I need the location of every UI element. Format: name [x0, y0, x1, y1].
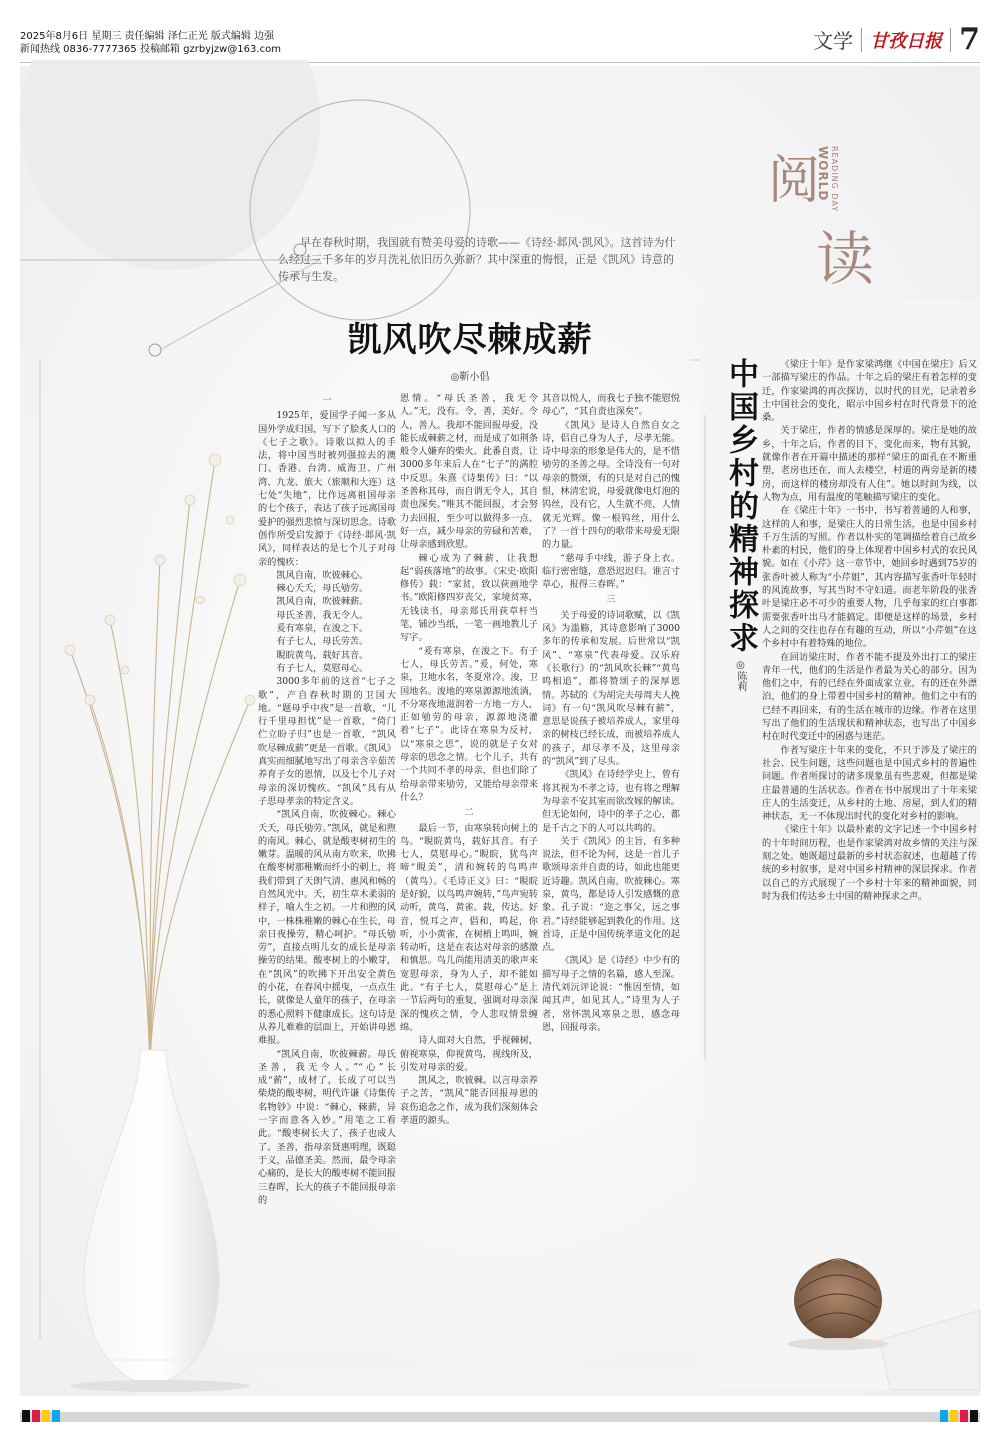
- header-date-editors: 2025年8月6日 星期三 责任编辑 泽仁正光 版式编辑 边强: [20, 31, 275, 42]
- page-number: 7: [959, 22, 980, 57]
- paragraph-continued: 恩情。“母氏圣善，我无令人。”无，没有。令，善，美好。令人，善人。我却不能回报母爱，没能长成棘薪之材，而是成了如荆条般令人嫌弃的柴火。此番自责，让3000多年来后人在“七子”的满腔中反思。朱熹《诗集传》曰：“以圣善称其母，而自谓无令人，其自责也深矣。”唯其不能回报，才会努力去回报，至少可以做得多一点、好一点，减少母亲的劳碌和苦难，让母亲感到欣慰。: [400, 393, 538, 551]
- paragraph: 《梁庄十年》以最朴素的文字记述一个中国乡村的十年时间历程，也是作家梁鸿对故乡情的关注与深刻之处。她既超过最新的乡村状态叙述，也超越了传统的乡村叙事，是对中国乡村精神的深层探求。作者以自己的方式展现了一个乡村十年来的精神面貌，同时为我们传达乡土中国的精神探求之声。: [762, 824, 977, 902]
- paragraph: 《梁庄十年》是作家梁鸿继《中国在梁庄》后又一部描写梁庄的作品。十年之后的梁庄有着怎样的变迁，作家梁鸿的再次探访，以时代的目光，记录着乡土中国社会的变化，昭示中国乡村在时代背景下的沧桑。: [762, 359, 977, 424]
- paragraph: “爰有寒泉，在浚之下。有子七人，母氏劳苦。”爰，何处，寒泉，卫地水名，冬夏常冷。浚，卫国地名。浚地的寒泉源源地流淌，不分寒夜地滋润着一方地一方人，正如劬劳的母亲，源源地浇灌着“七子”。此诗在寒泉为反衬，以“寒泉之思”，说的就是子女对母亲的思念之情。七个儿子，共有一个共同不孝的母亲，但也们除了给母亲带来劬劳，又能给母亲带来什么？: [400, 645, 538, 803]
- poem-line: 棘心夭夭，母氏劬劳。: [276, 583, 369, 595]
- vase-shadow: [70, 1380, 250, 1392]
- paragraph: 在《梁庄十年》一书中，书写着普通的人和事，这样的人和事，是梁庄人的日常生活，也是中国乡村千万生活的写照。作者以朴实的笔调描绘着自己故乡朴素的村民，他们的身上体现着中国乡村式的农民风貌。如在《小芹》这一章节中，她回乡时遇到75岁的张香叶被人称为“小芹姐”，其内容描写张香叶年轻时的风流故事，写其当时不守妇道。而老年阶段的张香叶是梁庄必不可少的重要人物，几乎每家的红白事都需要张香叶出马才能搞定。即便是这样的场景，乡村人之间的交往也存在有趣的互动，所以“小芹姐”在这个乡村中有着特殊的地位。: [762, 505, 977, 650]
- paragraph: 《凯风》是诗人自然自女之诗，侣自己身为人子，尽孝无能。诗中母亲的形象是伟大的，是不惜劬劳的圣善之母。全诗没有一句对母亲的赞颂，有的只是对自己的愧恨，林清宏说，母爱就像电灯泡的钨丝，没有它，人生就不亮，人情就无光辉。像一根钨丝，用什么了？一首十四句的歌带来母爱无限的力量。: [542, 419, 680, 551]
- paragraph: 《凯风》在诗经学史上，曾有将其视为不孝之诗，也有将之理解为母亲不安其室而欲改嫁的解读。但无论如何，诗中的孝子之心，都是千古之下的人可以共鸣的。: [542, 769, 680, 834]
- article-column-3: [542, 392, 680, 1304]
- reading-english-world: WORLD: [816, 146, 830, 202]
- reading-english-day: READING DAY: [830, 146, 839, 213]
- paragraph: 3000多年前的这首“七子之歌”，产自春秋时期的卫国大地。“题母乎中夜”是一首歌，“儿行千里母担忧”是一首歌，“倚门伫立盼子归”也是一首歌，“凯风吹尽棘成薪”更是一首歌。《凯风》真实而细腻地写出了母亲含辛茹苦养育子女的恩情，以及七个儿子对母亲的深切愧疚。“凯风”具有从子思母孝亲的特定含义。: [258, 676, 396, 807]
- paragraph: 关于《凯风》的主旨，有多种说法，但不论为何，这是一首儿子歌颂母亲并自责的诗，如此也能更近诗趣。凯风自南，吹彼棘心。寒泉，黄鸟，都是诗人引发感慨的意象。孔子说：“迩之事父，远之事君。”诗经能够起到教化的作用。这首诗，正是中国传统孝道文化的起点。: [542, 835, 680, 954]
- article-column-2: [400, 392, 538, 1304]
- section-number: 三: [606, 594, 616, 606]
- section-number: 二: [464, 807, 474, 819]
- masthead: [813, 22, 980, 57]
- section-number: 一: [322, 395, 332, 406]
- article-column-1: [258, 392, 396, 1304]
- poem-line: 有子七人，莫慰母心。: [276, 662, 369, 674]
- paragraph: 作者写梁庄十年来的变化，不只于涉及了梁庄的社会、民生问题，这些问题也是中国式乡村的普遍性问题。作者所探讨的诸多现象虽有些悲观，但都是梁庄最普通的生活状态。作者在书中展现出了十年来梁庄人的生活变迁，从乡村的土地、房屋，到人们的精神状态，无一不体现出时代的变化对乡村的影响。: [762, 744, 977, 823]
- side-article-title: 中国乡村的精神探求: [723, 358, 758, 655]
- side-article-byline: ◎陈莉: [735, 660, 746, 691]
- paragraph: 1925年，爱国学子闻一多从国外学成归国，写下了脍炙人口的《七子之歌》。诗歌以拟人的手法，将中国当时被列强掠去的澳门、香港、台湾、威海卫、广州湾、九龙、旅大（旅顺和大连）这七处“失地”，比作远离祖国母亲的七个孩子，表达了孩子远离国母爱护的强烈悲愤与深切思念。诗歌创作所受启发源于《诗经·邶风·凯风》，同样表达的是七个儿子对母亲的愧疚：: [258, 410, 396, 568]
- paragraph-continued: 其音以悦人，而我七子独不能慰悦母心”，“其自责也深矣”。: [542, 393, 680, 418]
- paragraph: 《凯风》是《诗经》中少有的描写母子之情的名篇，感人至深。清代刘沅评论说：“惟因至情，如闻其声，如见其人。”诗里为人子者，常怀凯风寒泉之思，感念母恩，回报母亲。: [542, 955, 680, 1033]
- section-name: 文学: [813, 29, 854, 53]
- poem-line: 母氏圣善，我无令人。: [276, 609, 369, 621]
- article-byline: ◎靳小倡: [450, 372, 490, 383]
- paragraph: 棘心成为了棘薪，让我想起“弱孩落地”的故事。《宋史·欧阳修传》载：“家贫，致以荻画地学书。”欧阳修四岁丧父，家境贫寒，无钱读书，母亲郑氏用荻草杆当笔，铺沙当纸，一笔一画地教儿子写字。: [400, 552, 538, 644]
- poem-line: 睍睆黄鸟，载好其音。: [276, 649, 369, 661]
- reading-char-yue: 阅: [768, 151, 821, 211]
- header-info: [20, 30, 281, 56]
- side-article-column: [762, 358, 977, 1200]
- poem-line: 爰有寒泉，在浚之下。: [276, 623, 369, 635]
- paragraph: “凯风自南，吹彼棘心。棘心夭夭，母氏劬劳。”凯风，就是和煦的南风。棘心，就是酸枣树初生的嫩芽。温暖的风从南方吹来，吹拂在酸枣树那稚嫩而纤小的刺上，将我们带到了天朗气清、惠风和畅的自然风光中。夭，初生草木柔弱的样子，喻人生之初。一片和煦的风中，一株株稚嫩的棘心在生长，母亲日夜操劳，精心呵护。“母氏劬劳”，直接点明儿女的成长是母亲操劳的结果。酸枣树上的小嫩芽，在“凯风”的吹拂下开出安全黄色的小花，在春风中摇曳，一点点生长，就像是人童年的孩子，在母亲的悉心照料下健康成长。这句诗是从养儿难难的层面上，开始讲母恩难报。: [258, 809, 396, 1047]
- reading-char-du: 读: [816, 225, 875, 293]
- poem-line: 有子七人，母氏劳苦。: [276, 636, 369, 648]
- paper-logo: 甘孜日报: [870, 30, 943, 52]
- paragraph: 关于梁庄，作者的情感是深厚的。梁庄是她的故乡，十年之后，作者的目下，变化而来，物有其貌，就像作者在开篇中描述的那样“梁庄的面孔在不断重塑，老房也还在，而人去楼空，村道的两旁是新的楼房，而这样的楼房却没有人住”。她以时间为线，以人物为点，用有温度的笔触描写梁庄的变化。: [762, 425, 977, 503]
- paragraph: “凯风自南，吹彼棘薪。母氏圣善，我无令人。”“心”长成“薪”，成材了，长成了可以当柴烧的酸枣树，明代许谦《诗集传名物钞》中说：“棘心，棘薪，异一字而意各入妙。”用笔之工看此。“酸枣树长大了，孩子也成人了。圣善，指母亲贤惠明理，既聪于义，品德圣美。然而，最令母亲心痛的，是长大的酸枣树不能回报三春晖，长大的孩子不能回报母亲的: [258, 1048, 396, 1206]
- color-registration-bar: [0, 1408, 1000, 1422]
- paragraph: 最后一节，由寒泉转向树上的鸟。“睍睆黄鸟，载好其音。有子七人，莫慰母心。”睍睆，犹鸟声啼“睍美”，清和婉转的鸟鸣声（黄鸟）。《毛诗正义》曰：“睍睆是好貌，以鸟鸣声婉转，”鸟声宛转动听，黄鸟，黄雀。载，传达。好音，悦耳之声，倡和，鸣起，你听，小小黄雀，在树梢上鸣叫，婉转动听，这是在表达对母亲的感激和慎思。鸟儿尚能用清美的歌声来宽慰母亲，身为人子，却不能如此。“有子七人，莫慰母心”是上一节后两句的重复，强调对母亲深深的愧疚之情，令人悲叹情景缠绵。: [400, 822, 538, 1033]
- paragraph: 凯风之，吹彼棘。以言母亲养子之苦，“凯风”能否回报母恩的哀伤追念之作，成为我们深刻体会孝道的源头。: [400, 1075, 538, 1127]
- poem-line: 凯风自南，吹彼棘薪。: [276, 596, 369, 608]
- paragraph: “慈母手中线，游子身上衣。临行密密缝，意恐迟迟归。谁言寸草心，报得三春晖。”: [542, 552, 680, 591]
- reading-mark: [768, 138, 888, 298]
- paragraph: 在回访梁庄时，作者不能不提及外出打工的梁庄青年一代，他们的生活是作者最为关心的部分。因为他们之中，有的已经在外面成家立业，有的还在外漂泊，他们的身上带着中国乡村的精神。他们之中有的已经不再回来，有的生活在城市的边缘。作者在这里写出了他们的生活现状和精神状态，也写出了中国乡村在时代变迁中的困惑与迷茫。: [762, 651, 977, 743]
- paragraph: 诗人面对大自然，乎视棘树，俯视寒泉，仰视黄鸟，视线所及，引发对母亲的爱。: [400, 1035, 538, 1073]
- masthead-divider: [861, 28, 862, 52]
- header-contact: 新闻热线 0836-7777365 投稿邮箱 gzrbyjzw@163.com: [20, 44, 281, 55]
- poem-line: 凯风自南，吹彼棘心。: [276, 569, 369, 581]
- article-title: 凯风吹尽棘成薪: [347, 320, 593, 360]
- article-lead: 早在春秋时期，我国就有赞美母爱的诗歌——《诗经·邶风·凯风》。这首诗为什么经过三千多年的岁月洗礼依旧历久弥新？其中深重的悔恨，正是《凯风》诗意的传承与生发。: [278, 236, 676, 283]
- paragraph: 关于母爱的诗词歌赋，以《凯风》为滥觞，其诗意影响了3000多年的传承和发展。后世常以“凯风”、“寒泉”代表母爱。汉乐府《长歌行》的“凯风吹长棘”“黄鸟鸣相追”，都将赞颂子的深厚恩情。苏轼的《为胡完夫母周夫人挽词》有一句“凯风吹尽棘有薪”，意思是说孩子被培养成人，家里母亲的树枝已经长成，而被培养成人的孩子，却尽孝不及，这里母亲的“凯风”到了尽头。: [542, 609, 680, 768]
- masthead-divider-2: [950, 28, 951, 52]
